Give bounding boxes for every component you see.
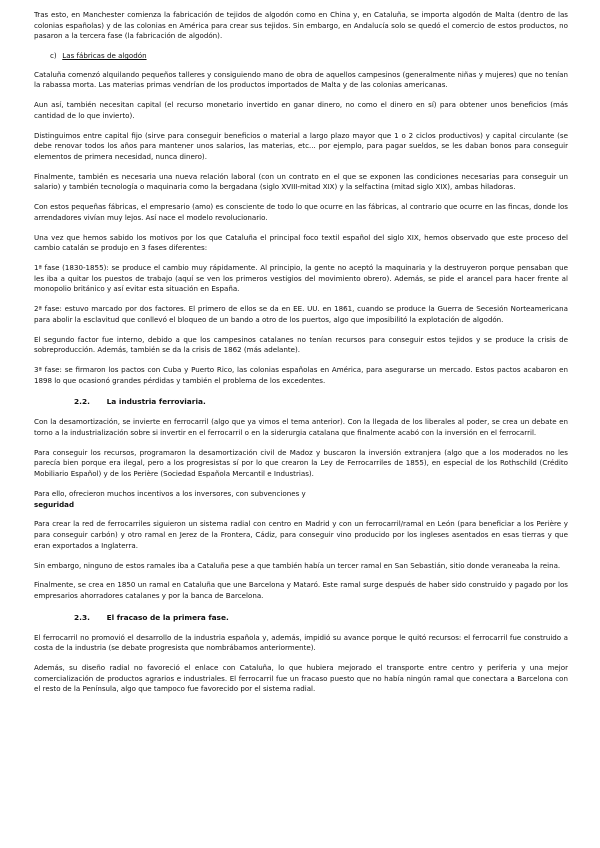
subheading-letter: c) bbox=[50, 51, 57, 61]
paragraph-desamortizacion: Con la desamortización, se invierte en ferrocarril (algo que ya vimos el tema anterior). Con la llegada de los liberales al poder, se crea un debate en torno a la industrialización sobre si invertir en el ferrocarril o en la siderurgia catalana que finalmente acabó con la inversión en el ferrocarril. bbox=[34, 417, 568, 437]
paragraph-cataluna-talleres: Cataluña comenzó alquilando pequeños talleres y consiguiendo mano de obra de aquellos campesinos (generalmente niñas y mujeres) que no tenían la rabassa morta. Las materias primas vendrían de los productos importados de Malta y de las colonias americanas. bbox=[34, 69, 568, 90]
paragraph-ferrocarril-industria: El ferrocarril no promovió el desarrollo de la industria española y, además, impidió su avance porque le quitó recursos: el ferrocarril fue construido a costa de la industria (se debate progresista que nombrábamos anteriormente). bbox=[34, 632, 568, 653]
paragraph-manchester: Tras esto, en Manchester comienza la fabricación de tejidos de algodón como en China y, en Cataluña, se importa algodón de Malta (dentro de las colonias españolas) y de las colonias en América para crear sus tejidos. Sin embargo, en Andalucía solo se quedó el comercio de estos productos, no pasaron a la tercera fase (la fabricación de algodón). bbox=[34, 10, 568, 41]
paragraph-red-ferrocarriles: Para crear la red de ferrocarriles siguieron un sistema radial con centro en Madrid y con un ferrocarril/ramal en León (para beneficiar a los Perière y para conseguir carbón) y otro ramal en Jerez de la Frontera, Cádiz, para conseguir vino producido por los ingleses asentados en esas tierras y que eran exportados a Inglaterra. bbox=[34, 519, 568, 550]
paragraph-segundo-factor: El segundo factor fue interno, debido a que los campesinos catalanes no tenían recursos para conseguir estos tejidos y se produce la crisis de sobreproducción. Además, también se da la crisis de 1862 (más adelante). bbox=[34, 334, 568, 355]
subheading-title: Las fábricas de algodón bbox=[62, 51, 147, 61]
paragraph-seguridad: seguridad bbox=[34, 499, 75, 509]
paragraph-empresario: Con estos pequeñas fábricas, el empresario (amo) es consciente de todo lo que ocurre en las fábricas, al contrario que ocurre en las fincas, donde los arrendadores vivían muy lejos. Así nace el modelo revolucionario. bbox=[34, 202, 568, 222]
paragraph-ramal-cataluna: Finalmente, se crea en 1850 un ramal en Cataluña que une Barcelona y Mataró. Este ramal surge después de haber sido construido y pagado por los empresarios ahorradores catalanes y por la banca de Barcelona. bbox=[34, 580, 568, 601]
paragraph-capital-fijo: Distinguimos entre capital fijo (sirve para conseguir beneficios o material a largo plazo mayor que 1 o 2 ciclos productivos) y capital circulante (se debe renovar todos los años para mantener unos salarios, las materias, etc... por ejemplo, para pagar sueldos, se les daban bonos para conseguir elementos de primera necesidad, nunca dinero). bbox=[34, 130, 568, 161]
paragraph-diseno-radial: Además, su diseño radial no favoreció el enlace con Cataluña, lo que hubiera mejorado el transporte entre centro y periferia y una mejor comercialización de productos agrarios e industriales. El ferrocarril fue un fracaso puesto que no había ningún ramal que conectara a Barcelona con el resto de la Península, algo que tampoco fue favorecido por el sistema radial. bbox=[34, 663, 568, 694]
document-page bbox=[34, 10, 568, 704]
paragraph-incentivos: Para ello, ofrecieron muchos incentivos a los inversores, con subvenciones y bbox=[34, 488, 306, 498]
paragraph-ramales: Sin embargo, ninguno de estos ramales iba a Cataluña pese a que también había un tercer ramal en San Sebastián, sitio donde veraneaba la reina. bbox=[34, 560, 561, 570]
paragraph-fase-2: 2ª fase: estuvo marcado por dos factores. El primero de ellos se da en EE. UU. en 1861, cuando se produce la Guerra de Secesión Norteamericana para abolir la esclavitud que conllevó el bloqueo de un bando a otro de los puertos, algo que imposibilitó la explotación de algodón. bbox=[34, 304, 568, 324]
section-heading-fracaso bbox=[34, 612, 568, 623]
section-title: El fracaso de la primera fase. bbox=[106, 612, 229, 622]
subheading-fabricas-algodon bbox=[34, 51, 568, 62]
section-number: 2.2. bbox=[74, 397, 90, 407]
paragraph-capital: Aun así, también necesitan capital (el recurso monetario invertido en ganar dinero, no como el dinero en sí) para obtener unos beneficios (más cantidad de lo que invierto). bbox=[34, 100, 568, 120]
paragraph-recursos: Para conseguir los recursos, programaron la desamortización civil de Madoz y buscaron la inversión extranjera (algo que a los moderados no les parecía bien porque era ilegal, pero a los progresistas sí por lo que crearon la Ley de Ferrocarriles de 1855), en especial de los Rothschild (Crédito Mobiliario Español) y de los Perière (Sociedad Española Mercantil e Industrias). bbox=[34, 447, 568, 479]
paragraph-fase-3: 3ª fase: se firmaron los pactos con Cuba y Puerto Rico, las colonias españolas en América, para asegurarse un mercado. Estos pactos acabaron en 1898 lo que ocasionó grandes pérdidas y también el problema de los excedentes. bbox=[34, 365, 568, 385]
section-title: La industria ferroviaria. bbox=[106, 397, 206, 407]
paragraph-fases-intro: Una vez que hemos sabido los motivos por los que Cataluña el principal foco textil español del siglo XIX, hemos observado que este proceso del cambio catalán se produjo en 3 fases diferentes: bbox=[34, 232, 568, 253]
section-number: 2.3. bbox=[74, 612, 90, 622]
paragraph-relacion-laboral: Finalmente, también es necesaria una nueva relación laboral (con un contrato en el que se exponen las condiciones necesarias para conseguir un salario) y también tecnología o maquinaria como la bergadana (siglo XVIII-mitad XIX) y la selfactina (mitad siglo XIX), ambas hiladoras. bbox=[34, 171, 568, 192]
paragraph-fase-1: 1ª fase (1830-1855): se produce el cambio muy rápidamente. Al principio, la gente no aceptó la maquinaria y la destruyeron porque pensaban que les iba a quitar los puestos de trabajo (aquí se ven los primeros vestigios del movimiento obrero). Además, se pide el arancel para hacer frente al monopolio británico y así evitar esta situación en España. bbox=[34, 263, 568, 294]
section-heading-ferroviaria bbox=[34, 396, 568, 407]
